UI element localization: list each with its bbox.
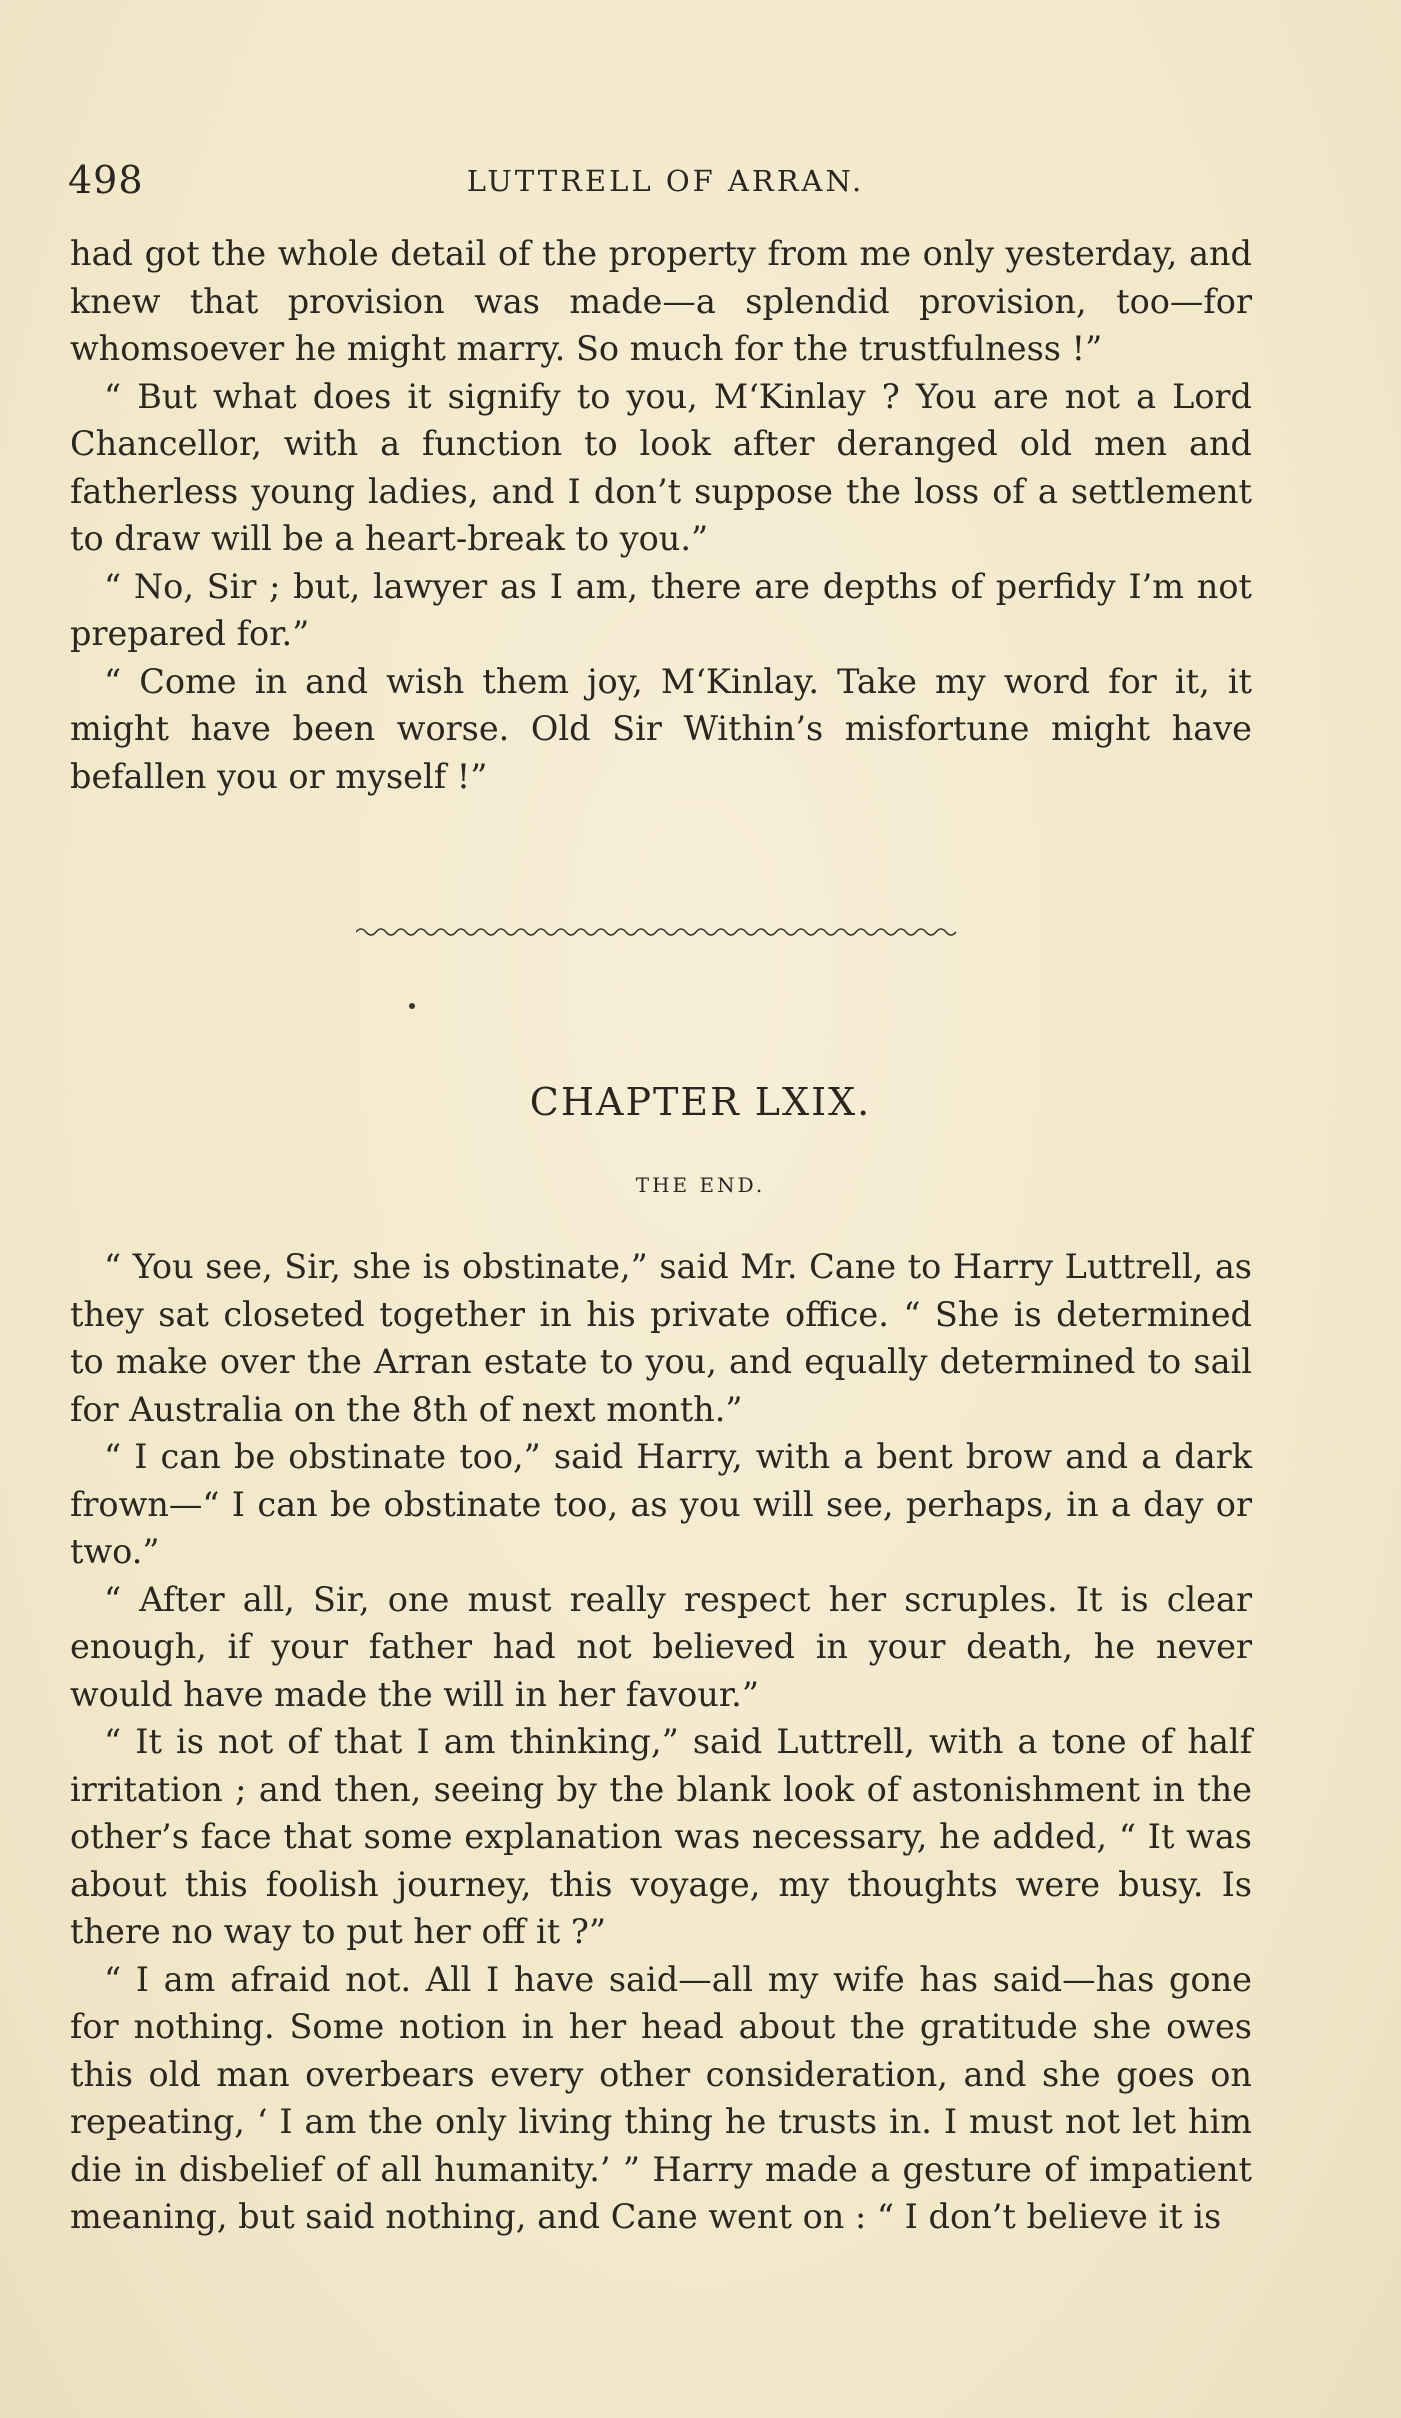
paragraph: “ Come in and wish them joy, M‘Kinlay. Take my word for it, it might have been worse. Old Sir Within’s misfortune might have befallen you or myself !”: [70, 661, 1252, 796]
running-head: [68, 158, 1263, 208]
paragraph: had got the whole detail of the property from me only yesterday, and knew that provision was made—a splendid provision, too—for whomsoever he might marry. So much for the trustfulness !”: [70, 234, 1252, 368]
chapter-title: CHAPTER LXIX.: [529, 1080, 872, 1124]
wavy-rule-divider: [356, 925, 960, 939]
paragraph: “ No, Sir ; but, lawyer as I am, there are depths of perfidy I’m not prepared for.”: [70, 566, 1252, 653]
ink-dot: [409, 1003, 415, 1009]
paragraph: “ I can be obstinate too,” said Harry, with a bent brow and a dark frown—“ I can be obstinate too, as you will see, perhaps, in a day or two.”: [70, 1437, 1252, 1571]
paragraph: “ After all, Sir, one must really respect her scruples. It is clear enough, if your father had not believed in your death, he never would have made the will in her favour.”: [70, 1579, 1252, 1714]
page-number: 498: [68, 158, 144, 202]
paragraph: “ But what does it signify to you, M‘Kinlay ? You are not a Lord Chancellor, with a function to look after deranged old men and fatherless young ladies, and I don’t suppose the loss of a settlement to draw will be a heart-break to you.”: [70, 376, 1252, 558]
paragraph: “ It is not of that I am thinking,” said Luttrell, with a tone of half irritation ; and then, seeing by the blank look of astonishment in the other’s face that some explanation was necessary, he added, “ It was about this foolish journey, this voyage, my thoughts were busy. Is there no way to put her off it ?”: [70, 1722, 1252, 1951]
text-section-2: [70, 1243, 1252, 2241]
paragraph: “ I am afraid not. All I have said—all my wife has said—has gone for nothing. Some notion in her head about the gratitude she owes this old man overbears every other consideration, and she goes on repeating, ‘ I am the only living thing he trusts in. I must not let him die in disbelief of all humanity.’ ” Harry made a gesture of impatient meaning, but said nothing, and Cane went on : “ I don’t believe it is: [70, 1959, 1252, 2236]
text-section-1: [70, 230, 1252, 800]
running-title: LUTTRELL OF ARRAN.: [466, 164, 865, 198]
paragraph: “ You see, Sir, she is obstinate,” said Mr. Cane to Harry Luttrell, as they sat closeted together in his private office. “ She is determined to make over the Arran estate to you, and equally determined to sail for Australia on the 8th of next month.”: [70, 1247, 1252, 1429]
chapter-subtitle: THE END.: [635, 1173, 766, 1197]
